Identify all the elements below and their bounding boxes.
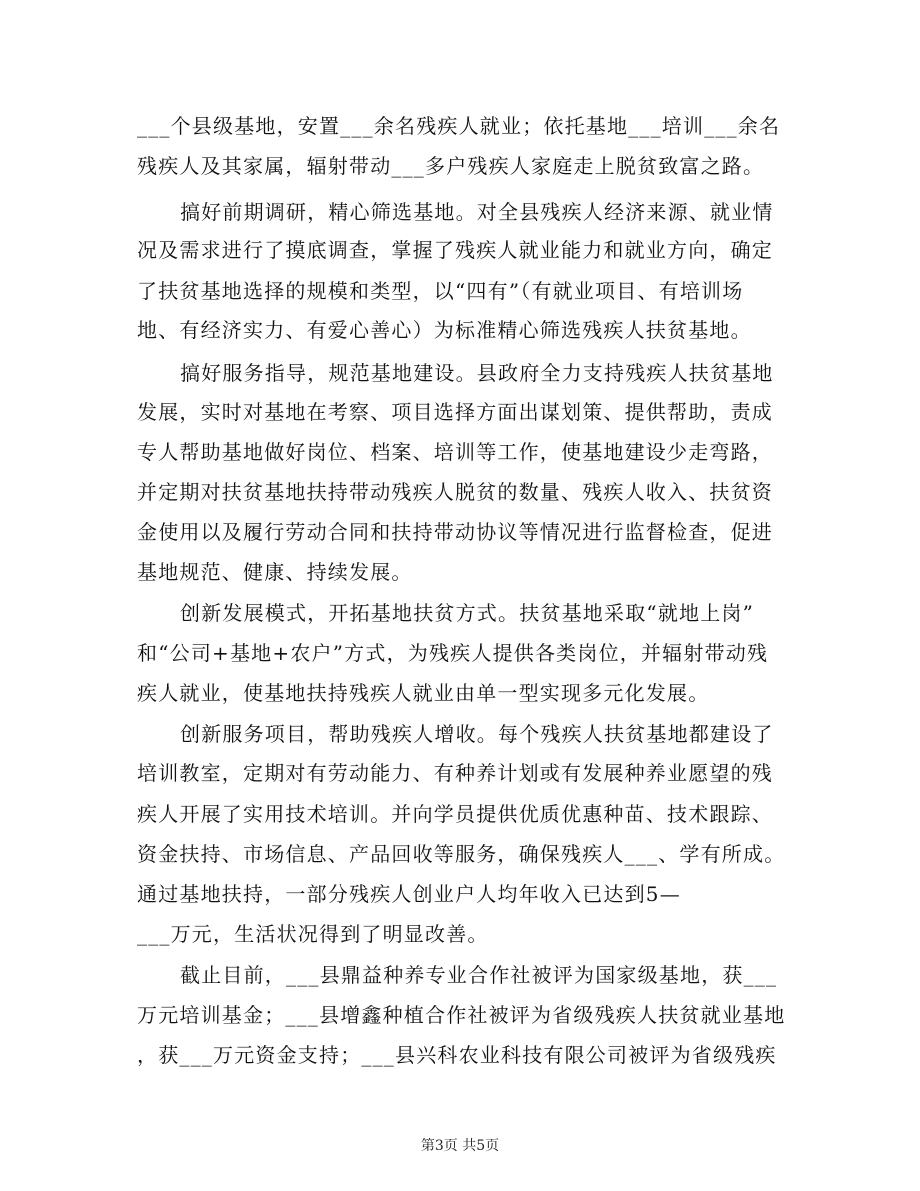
text-line: ，获___万元资金支持；___县兴科农业科技有限公司被评为省级残疾 <box>137 1043 777 1067</box>
text-line: 残疾人及其家属，辐射带动___多户残疾人家庭走上脱贫致富之路。 <box>137 154 765 178</box>
text-line: ___万元，生活状况得到了明显改善。 <box>137 922 489 946</box>
text-line: 资金扶持、市场信息、产品回收等服务，确保残疾人___、学有所成。 <box>137 842 786 866</box>
page-number: 第3页 共5页 <box>420 1138 500 1154</box>
text-line: ___个县级基地，安置___余名残疾人就业；依托基地___培训___余名 <box>137 114 781 138</box>
text-line: 疾人就业，使基地扶持残疾人就业由单一型实现多元化发展。 <box>137 681 710 705</box>
text-line: 和“公司+基地+农户”方式，为残疾人提供各类岗位，并辐射带动残 <box>137 641 769 665</box>
paragraph-first-line: 搞好前期调研，精心筛选基地。对全县残疾人经济来源、就业情 <box>180 200 774 224</box>
text-line: 万元培训基金；___县增鑫种植合作社被评为省级残疾人扶贫就业基地 <box>137 1003 786 1027</box>
text-line: 了扶贫基地选择的规模和类型，以“四有”（有就业项目、有培训场 <box>137 279 744 303</box>
text-line: 疾人开展了实用技术培训。并向学员提供优质优惠种苗、技术跟踪、 <box>137 802 773 826</box>
text-line: 况及需求进行了摸底调查，掌握了残疾人就业能力和就业方向，确定 <box>137 238 773 262</box>
text-line: 并定期对扶贫基地扶持带动残疾人脱贫的数量、残疾人收入、扶贫资 <box>137 480 773 504</box>
paragraph-first-line: 创新服务项目，帮助残疾人增收。每个残疾人扶贫基地都建设了 <box>180 722 774 746</box>
paragraph-first-line: 搞好服务指导，规范基地建设。县政府全力支持残疾人扶贫基地 <box>180 361 774 385</box>
text-line: 基地规范、健康、持续发展。 <box>137 560 413 584</box>
text-line: 培训教室，定期对有劳动能力、有种养计划或有发展种养业愿望的残 <box>137 761 773 785</box>
text-line: 发展，实时对基地在考察、项目选择方面出谋划策、提供帮助，责成 <box>137 400 773 424</box>
text-line: 通过基地扶持，一部分残疾人创业户人均年收入已达到5— <box>137 882 681 906</box>
paragraph-first-line: 截止目前，___县鼎益种养专业合作社被评为国家级基地，获___ <box>180 963 778 987</box>
text-line: 地、有经济实力、有爱心善心）为标准精心筛选残疾人扶贫基地。 <box>137 318 752 342</box>
text-line: 专人帮助基地做好岗位、档案、培训等工作，使基地建设少走弯路， <box>137 440 773 464</box>
text-line: 金使用以及履行劳动合同和扶持带动协议等情况进行监督检查，促进 <box>137 520 773 544</box>
paragraph-first-line: 创新发展模式，开拓基地扶贫方式。扶贫基地采取“就地上岗” <box>180 601 755 625</box>
